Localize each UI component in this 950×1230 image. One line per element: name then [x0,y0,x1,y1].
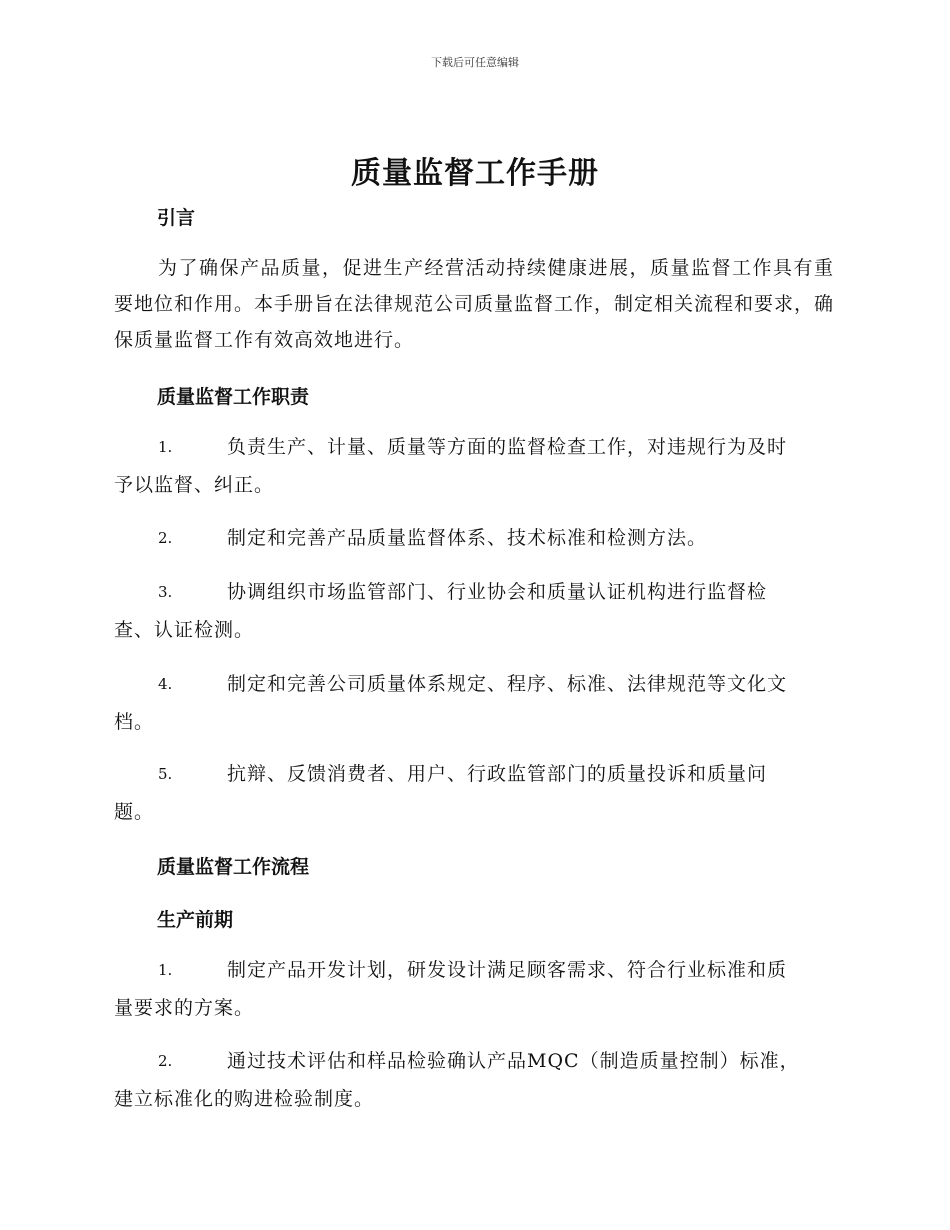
duty-item-5 [114,755,834,831]
item-number: 1. [158,438,173,456]
section-heading-process: 质量监督工作流程 [157,856,310,878]
item-text-line2: 量要求的方案。 [114,997,255,1019]
item-text-line2: 档。 [114,711,155,733]
duty-item-3 [114,573,834,649]
header-note: 下载后可任意编辑 [431,56,519,69]
duty-item-1 [114,428,834,504]
item-number: 2. [158,1052,173,1070]
item-text-line2: 查、认证检测。 [114,619,255,641]
item-number: 2. [158,529,173,547]
item-text-line1: 协调组织市场监管部门、行业协会和质量认证机构进行监督检 [227,581,768,603]
item-number: 4. [158,675,173,693]
item-text-line1: 通过技术评估和样品检验确认产品MQC（制造质量控制）标准， [227,1050,800,1072]
item-number: 1. [158,961,173,979]
item-text-line1: 制定和完善公司质量体系规定、程序、标准、法律规范等文化文 [227,673,788,695]
document-title: 质量监督工作手册 [351,156,599,191]
intro-paragraph: 为了确保产品质量，促进生产经营活动持续健康进展，质量监督工作具有重要地位和作用。本手册旨在法律规范公司质量监督工作，制定相关流程和要求，确保质量监督工作有效高效地进行。 [114,257,835,351]
item-text-line1: 制定和完善产品质量监督体系、技术标准和检测方法。 [227,527,708,549]
item-number: 5. [158,765,173,783]
item-text-line2: 予以监督、纠正。 [114,474,275,496]
item-number: 3. [158,583,173,601]
item-text-line1: 负责生产、计量、质量等方面的监督检查工作，对违规行为及时 [227,436,788,458]
section-heading-preproduction: 生产前期 [157,909,234,931]
item-text-line1: 制定产品开发计划，研发设计满足顾客需求、符合行业标准和质 [227,959,788,981]
item-text-line2: 题。 [114,801,155,823]
duty-item-4 [114,665,834,741]
section-heading-duties: 质量监督工作职责 [157,386,310,408]
item-text-line1: 抗辩、反馈消费者、用户、行政监管部门的质量投诉和质量问 [227,763,768,785]
duty-item-2 [114,519,834,557]
item-text-line2: 建立标准化的购进检验制度。 [114,1088,375,1110]
section-heading-intro: 引言 [157,207,196,229]
preproduction-item-2 [114,1042,834,1118]
preproduction-item-1 [114,951,834,1027]
